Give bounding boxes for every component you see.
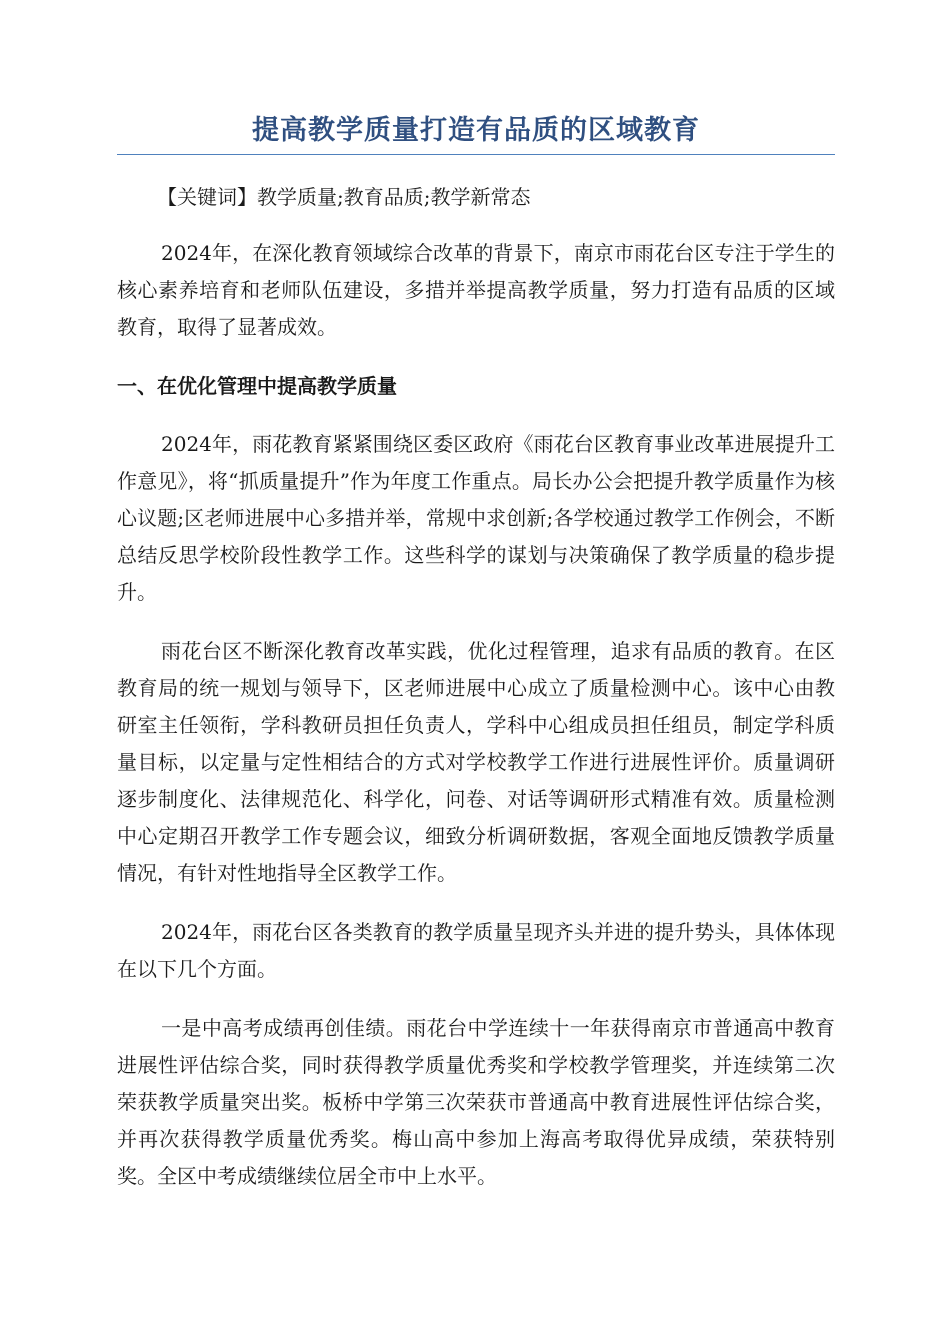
body-paragraph-3: 2024年，雨花台区各类教育的教学质量呈现齐头并进的提升势头，具体体现在以下几个方面。 — [117, 920, 835, 981]
document-page — [117, 112, 835, 1195]
intro-paragraph: 2024年，在深化教育领域综合改革的背景下，南京市雨花台区专注于学生的核心素养培育和老师队伍建设，多措并举提高教学质量，努力打造有品质的区域教育，取得了显著成效。 — [117, 241, 835, 339]
keywords-line: 【关键词】教学质量;教育品质;教学新常态 — [157, 185, 531, 209]
body-paragraph-4: 一是中高考成绩再创佳绩。雨花台中学连续十一年获得南京市普通高中教育进展性评估综合奖，同时获得教学质量优秀奖和学校教学管理奖，并连续第二次荣获教学质量突出奖。板桥中学第三次荣获市普通高中教育进展性评估综合奖，并再次获得教学质量优秀奖。梅山高中参加上海高考取得优异成绩，荣获特别奖。全区中考成绩继续位居全市中上水平。 — [117, 1016, 835, 1188]
body-paragraph-2: 雨花台区不断深化教育改革实践，优化过程管理，追求有品质的教育。在区教育局的统一规划与领导下，区老师进展中心成立了质量检测中心。该中心由教研室主任领衔，学科教研员担任负责人，学科中心组成员担任组员，制定学科质量目标，以定量与定性相结合的方式对学校教学工作进行进展性评价。质量调研逐步制度化、法律规范化、科学化，问卷、对话等调研形式精准有效。质量检测中心定期召开教学工作专题会议，细致分析调研数据，客观全面地反馈教学质量情况，有针对性地指导全区教学工作。 — [117, 639, 835, 885]
document-title: 提高教学质量打造有品质的区域教育 — [117, 112, 835, 155]
body-paragraph-1: 2024年，雨花教育紧紧围绕区委区政府《雨花台区教育事业改革进展提升工作意见》，将“抓质量提升”作为年度工作重点。局长办公会把提升教学质量作为核心议题;区老师进展中心多措并举，常规中求创新;各学校通过教学工作例会，不断总结反思学校阶段性教学工作。这些科学的谋划与决策确保了教学质量的稳步提升。 — [117, 432, 835, 604]
section-heading: 一、在优化管理中提高教学质量 — [117, 374, 397, 398]
